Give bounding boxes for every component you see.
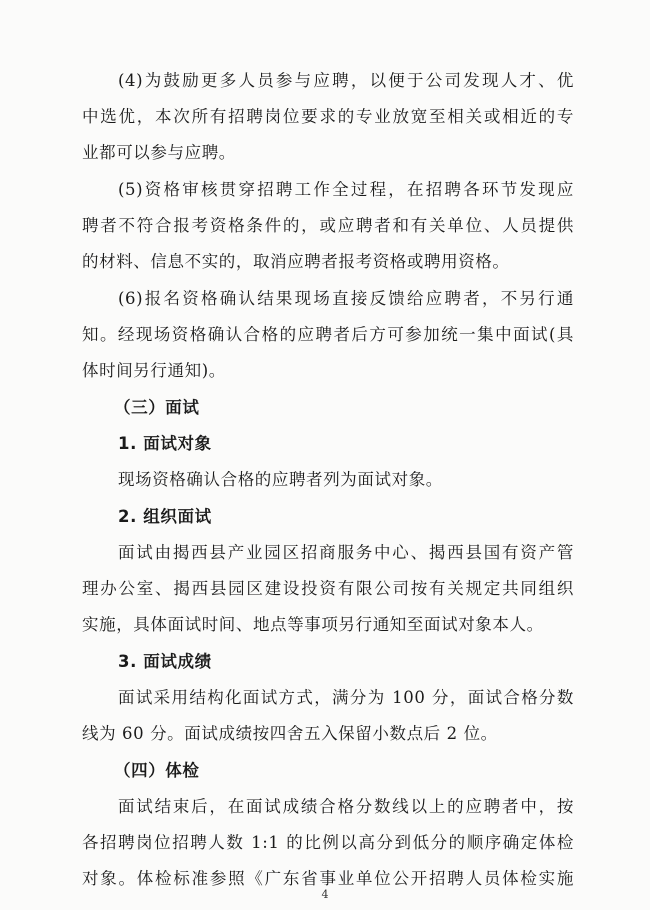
paragraph-6-line-3: 体时间另行通知)。 xyxy=(82,361,226,380)
interview-target-text: 现场资格确认合格的应聘者列为面试对象。 xyxy=(118,470,443,489)
organize-interview-line-1: 面试由揭西县产业园区招商服务中心、揭西县国有资产管 xyxy=(118,543,574,562)
section-heading-interview: （三）面试 xyxy=(114,398,200,417)
paragraph-5-line-1: (5)资格审核贯穿招聘工作全过程，在招聘各环节发现应 xyxy=(118,180,574,199)
medical-exam-line-2: 各招聘岗位招聘人数 1:1 的比例以高分到低分的顺序确定体检 xyxy=(82,833,574,852)
paragraph-4-line-3: 业都可以参与应聘。 xyxy=(82,143,236,162)
page-number: 4 xyxy=(321,888,329,901)
medical-exam-line-3: 对象。体检标准参照《广东省事业单位公开招聘人员体检实施 xyxy=(82,869,574,888)
paragraph-6-line-2: 知。经现场资格确认合格的应聘者后方可参加统一集中面试(具 xyxy=(82,325,574,344)
medical-exam-line-1: 面试结束后，在面试成绩合格分数线以上的应聘者中，按 xyxy=(118,797,574,816)
paragraph-6-line-1: (6)报名资格确认结果现场直接反馈给应聘者，不另行通 xyxy=(118,289,574,308)
section-heading-medical-exam: （四）体检 xyxy=(114,761,200,780)
interview-score-line-1: 面试采用结构化面试方式，满分为 100 分，面试合格分数 xyxy=(118,688,574,707)
paragraph-5-line-3: 的材料、信息不实的，取消应聘者报考资格或聘用资格。 xyxy=(82,252,510,271)
organize-interview-line-3: 实施，具体面试时间、地点等事项另行通知至面试对象本人。 xyxy=(82,615,544,634)
subheading-interview-target: 1. 面试对象 xyxy=(118,434,212,453)
interview-score-line-2: 线为 60 分。面试成绩按四舍五入保留小数点后 2 位。 xyxy=(82,724,498,743)
paragraph-4-line-1: (4)为鼓励更多人员参与应聘，以便于公司发现人才、优 xyxy=(118,71,574,90)
organize-interview-line-2: 理办公室、揭西县园区建设投资有限公司按有关规定共同组织 xyxy=(82,579,574,598)
subheading-organize-interview: 2. 组织面试 xyxy=(118,507,212,526)
subheading-interview-score: 3. 面试成绩 xyxy=(118,652,212,671)
paragraph-4-line-2: 中选优，本次所有招聘岗位要求的专业放宽至相关或相近的专 xyxy=(82,107,574,126)
paragraph-5-line-2: 聘者不符合报考资格条件的，或应聘者和有关单位、人员提供 xyxy=(82,216,574,235)
